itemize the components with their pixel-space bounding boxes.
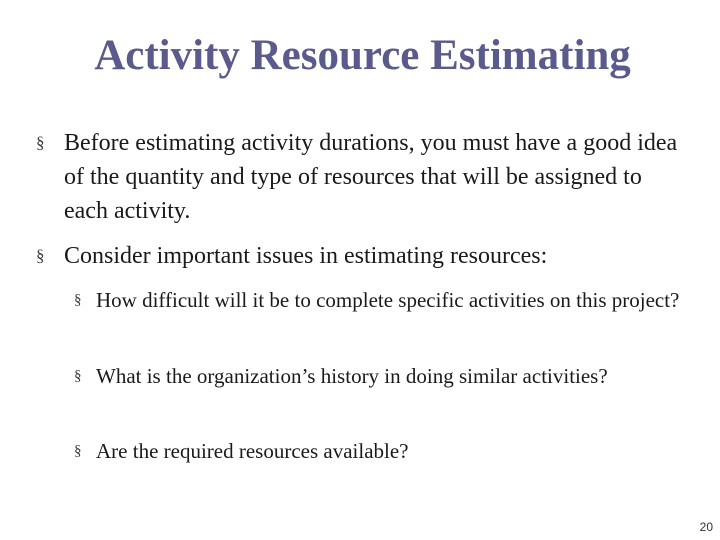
- bullet-text: Consider important issues in estimating resources:: [64, 243, 548, 269]
- sub-bullet-item: [74, 436, 694, 467]
- bullet-marker: §: [36, 246, 45, 265]
- sub-bullet-marker: §: [74, 292, 82, 308]
- bullet-marker: §: [36, 133, 45, 152]
- slide-title: Activity Resource Estimating: [94, 32, 631, 79]
- sub-bullet-marker: §: [74, 443, 82, 459]
- sub-bullet-marker: §: [74, 368, 82, 384]
- page-number: 20: [699, 520, 713, 534]
- bullet-item: [36, 126, 686, 228]
- sub-bullet-text: What is the organization’s history in doing similar activities?: [96, 364, 608, 388]
- sub-bullet-text: How difficult will it be to complete specific activities on this project?: [96, 288, 680, 312]
- sub-bullet-text: Are the required resources available?: [96, 439, 409, 463]
- bullet-item: [36, 239, 686, 273]
- sub-bullet-item: [74, 361, 634, 392]
- sub-bullet-item: [74, 285, 694, 316]
- bullet-text: Before estimating activity durations, you must have a good idea of the quantity and type of resources that will be assigned to each activity.: [64, 130, 678, 224]
